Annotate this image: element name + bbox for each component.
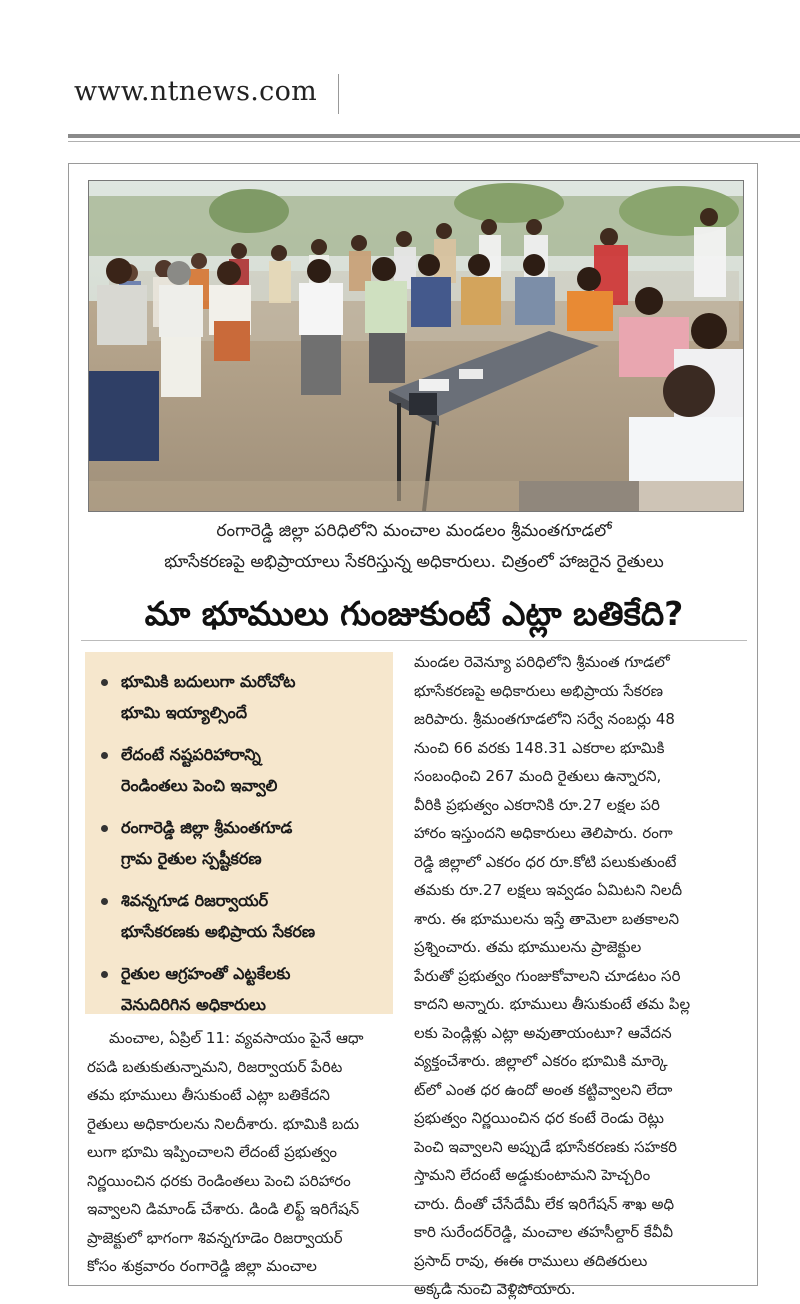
- highlight-line: గ్రామ రైతుల స్పష్టీకరణ: [121, 849, 262, 868]
- body-line: పెంచి ఇవ్వాలని అప్పుడే భూసేకరణకు సహకరి: [414, 1137, 678, 1156]
- body-line: కారి సురేందర్‌రెడ్డి, మంచాల తహసీల్దార్ కేవీవీ: [414, 1223, 674, 1241]
- highlight-item: [95, 666, 383, 728]
- body-line: భూసేకరణపై అధికారులు అభిప్రాయ సేకరణ: [414, 681, 663, 700]
- news-article: [68, 163, 758, 1298]
- news-photo: [88, 180, 744, 512]
- header-rule-thin: [68, 141, 800, 142]
- highlights-box: [85, 652, 393, 1014]
- highlight-item: [95, 812, 383, 874]
- highlight-item: [95, 739, 383, 801]
- body-line: రైతులు అధికారులను నిలదీశారు. భూమికి బదు: [87, 1114, 360, 1133]
- body-line: కాదని అన్నారు. భూములు తీసుకుంటే తమ పిల్ల: [414, 995, 691, 1013]
- highlight-line: రైతుల ఆగ్రహంతో ఎట్టకేలకు: [121, 964, 291, 983]
- body-line: తమ భూములు తీసుకుంటే ఎట్లా బతికేదని: [87, 1086, 330, 1104]
- body-line: శారు. ఈ భూములను ఇస్తే తామెలా బతకాలని: [414, 909, 679, 928]
- caption-line: రంగారెడ్డి జిల్లా పరిధిలోని మంచాల మండలం శ్రీమంతగూడలో: [216, 521, 612, 541]
- body-line: లుగా భూమి ఇప్పించాలని లేదంటే ప్రభుత్వం: [87, 1143, 338, 1161]
- highlight-line: శివన్నగూడ రిజర్వాయర్: [121, 891, 269, 910]
- body-line: ప్రాజెక్టులో భాగంగా శివన్నగూడెం రిజర్వాయర్: [87, 1228, 343, 1247]
- highlight-line: రెండింతలు పెంచి ఇవ్వాలి: [121, 776, 278, 795]
- bullet-icon: [101, 679, 108, 686]
- body-line: హారం ఇస్తుందని అధికారులు తెలిపారు. రంగా: [414, 824, 673, 842]
- body-line: జరిపారు. శ్రీమంతగూడలోని సర్వే నంబర్లు 48: [414, 710, 675, 728]
- body-line: నిర్ణయించిన ధరకు రెండింతలు పెంచి పరిహారం: [87, 1171, 351, 1190]
- body-line: ట్‌లో ఎంత ధర ఉందో అంత కట్టివ్వాలని లేదా: [414, 1080, 673, 1099]
- bullet-icon: [101, 971, 108, 978]
- body-line: పేరుతో ప్రభుత్వం గుంజుకోవాలని చూడటం సరి: [414, 966, 681, 985]
- highlight-line: లేదంటే నష్టపరిహారాన్ని: [121, 745, 261, 764]
- body-line: ప్రసాద్ రావు, ఈఈ రాములు తదితరులు: [414, 1251, 648, 1270]
- highlight-item: [95, 958, 383, 1020]
- body-line: ఇవ్వాలని డిమాండ్ చేశారు. డిండి లిఫ్ట్ ఇరిగేషన్: [87, 1200, 360, 1218]
- article-body-right: [414, 648, 744, 1304]
- caption-line: భూసేకరణపై అభిప్రాయాలు సేకరిస్తున్న అధికారులు. చిత్రంలో హాజరైన రైతులు: [164, 552, 664, 572]
- body-line: లకు పెండ్లిళ్లు ఎట్లా అవుతాయంటూ? ఆవేదన: [414, 1023, 672, 1042]
- body-line: స్తామని లేదంటే అడ్డుకుంటామని హెచ్చరిం: [414, 1166, 651, 1184]
- body-line: మంచాల, ఏప్రిల్ 11: వ్యవసాయం పైనే ఆధా: [109, 1029, 364, 1047]
- body-line: కోసం శుక్రవారం రంగారెడ్డి జిల్లా మంచాల: [87, 1257, 317, 1275]
- body-line: వ్యక్తంచేశారు. జిల్లాలో ఎకరం భూమికి మార్కె: [414, 1052, 668, 1070]
- body-line: చారు. దీంతో చేసేదేమీ లేక ఇరిగేషన్ శాఖ అధి: [414, 1194, 675, 1213]
- body-line: తమకు రూ.27 లక్షలు ఇవ్వడం ఏమిటని నిలదీ: [414, 881, 683, 899]
- bullet-icon: [101, 752, 108, 759]
- highlight-line: భూసేకరణకు అభిప్రాయ సేకరణ: [121, 922, 316, 941]
- highlight-line: వెనుదిరిగిన అధికారులు: [121, 995, 266, 1014]
- highlight-line: భూమి ఇయ్యాల్సిందే: [121, 703, 248, 722]
- body-line: నుంచి 66 వరకు 148.31 ఎకరాల భూమికి: [414, 738, 665, 757]
- body-line: ప్రభుత్వం నిర్ణయించిన ధర కంటే రెండు రెట్లు: [414, 1109, 664, 1127]
- body-line: రెడ్డి జిల్లాలో ఎకరం ధర రూ.కోటి పలుకుతుంటే: [414, 852, 677, 871]
- url-separator: [338, 74, 339, 114]
- highlight-item: [95, 885, 383, 947]
- highlight-line: భూమికి బదులుగా మరోచోట: [121, 672, 296, 691]
- site-url[interactable]: www.ntnews.com: [74, 76, 318, 107]
- meeting-photo-illustration: [89, 181, 743, 511]
- photo-caption: [89, 516, 739, 578]
- bullet-icon: [101, 898, 108, 905]
- body-line: ప్రశ్నించారు. తమ భూములను ప్రాజెక్టుల: [414, 938, 642, 956]
- article-headline: మా భూములు గుంజుకుంటే ఎట్లా బతికేది?: [144, 594, 684, 633]
- article-body-left: [87, 1024, 395, 1281]
- body-line: వీరికి ప్రభుత్వం ఎకరానికి రూ.27 లక్షల పరి: [414, 795, 660, 814]
- highlight-line: రంగారెడ్డి జిల్లా శ్రీమంతగూడ: [121, 818, 293, 837]
- body-line: అక్కడి నుంచి వెళ్లిపోయారు.: [414, 1280, 576, 1298]
- bullet-icon: [101, 825, 108, 832]
- body-line: రపడి బతుకుతున్నామని, రిజర్వాయర్ పేరిట: [87, 1057, 343, 1076]
- header-rule: [68, 134, 800, 138]
- body-line: సంబంధించి 267 మంది రైతులు ఉన్నారని,: [414, 767, 662, 785]
- headline-rule: [81, 640, 747, 641]
- body-line: మండల రెవెన్యూ పరిధిలోని శ్రీమంత గూడలో: [414, 653, 670, 671]
